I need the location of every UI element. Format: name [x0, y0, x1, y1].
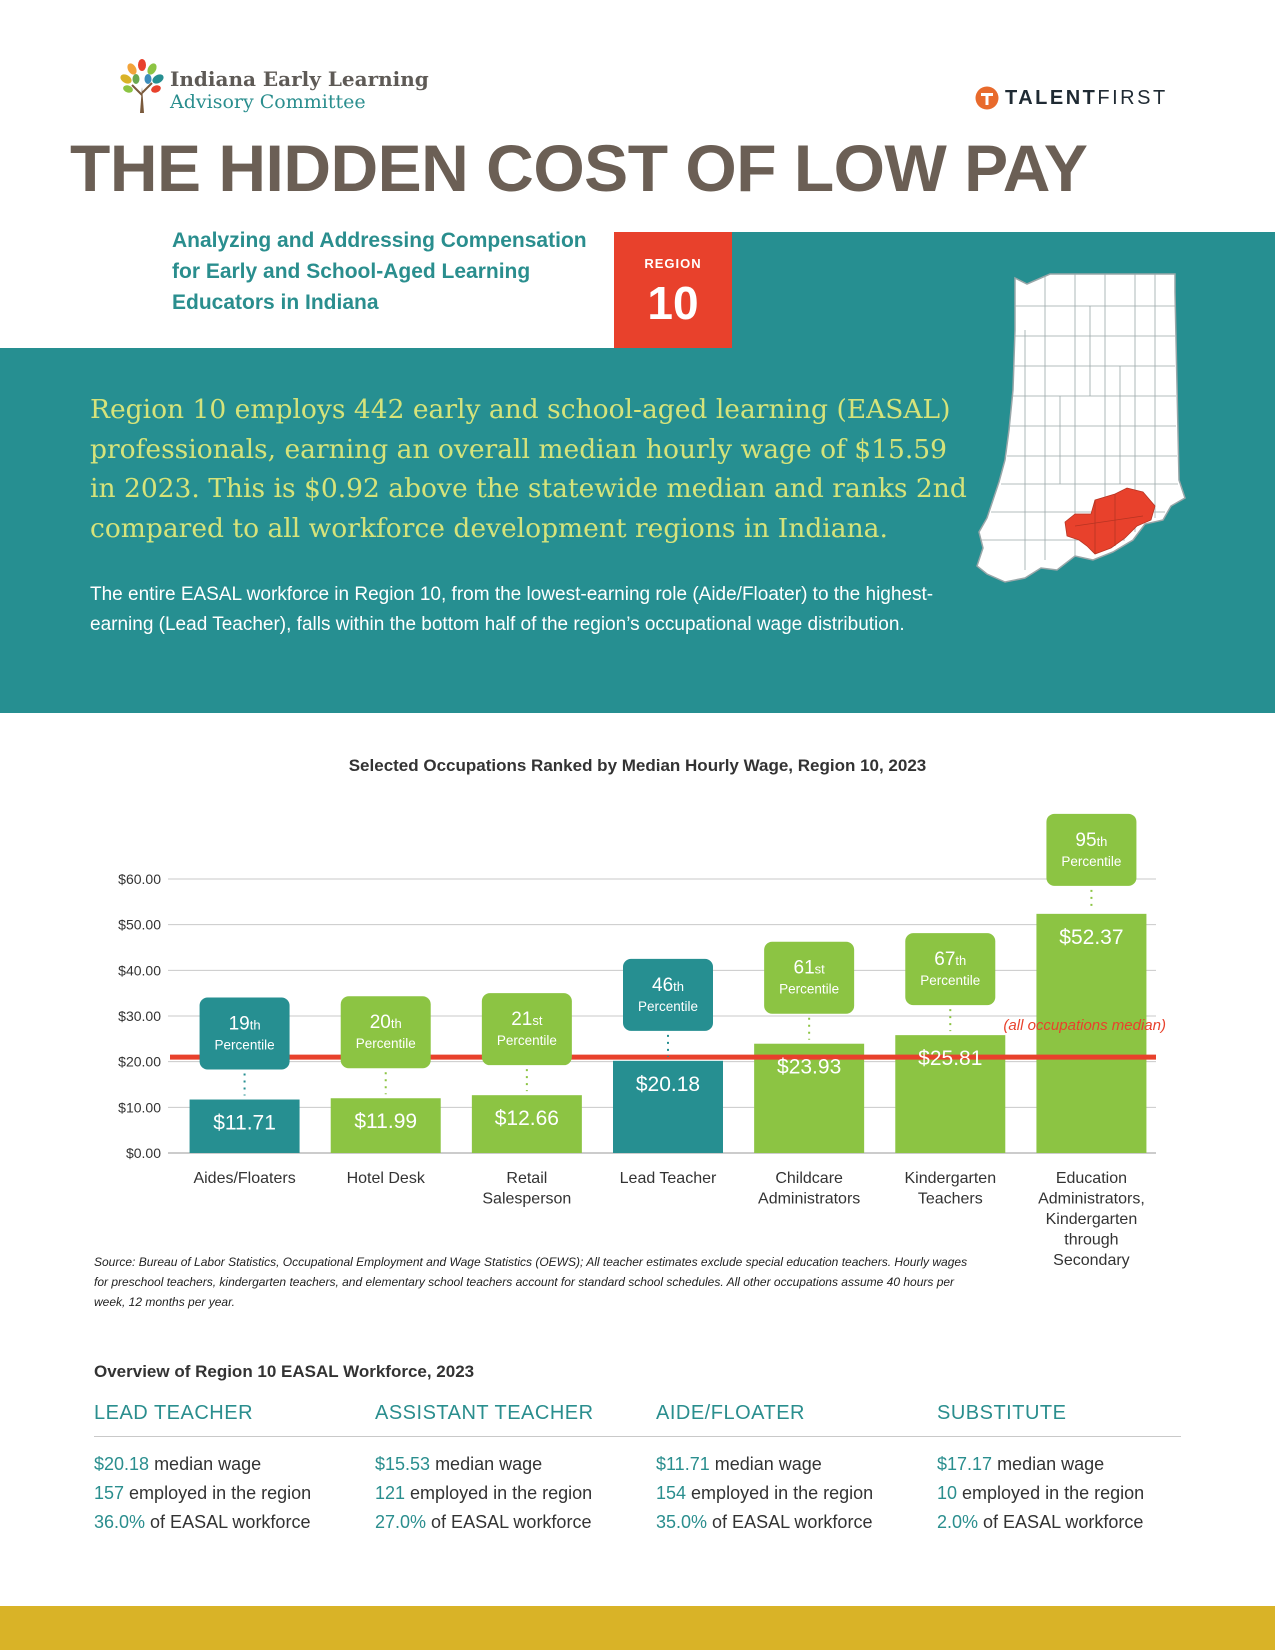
- y-tick-label: $50.00: [118, 916, 161, 933]
- bar-value-label: $11.99: [354, 1110, 418, 1134]
- overview-lead-teacher: [94, 1402, 364, 1541]
- tree-logo-icon: [118, 55, 166, 115]
- overview-substitute: [937, 1402, 1207, 1541]
- percentile-rank: [370, 1012, 402, 1033]
- percentile-rank: [511, 1009, 543, 1030]
- employed-text: employed in the region: [686, 1483, 874, 1503]
- percentile-rank: [229, 1014, 261, 1035]
- x-category-label: Aides/Floaters: [193, 1170, 296, 1187]
- subtitle-line: Analyzing and Addressing Compensation: [172, 229, 587, 252]
- overview-wage: [937, 1454, 1207, 1483]
- percentile-word: Percentile: [1061, 853, 1122, 869]
- bar-value-label: $20.18: [635, 1072, 701, 1096]
- org-name-line2: Advisory Committee: [170, 91, 366, 113]
- bar-value-label: $25.81: [918, 1047, 983, 1071]
- region-number: 10: [647, 277, 699, 329]
- wage-value: $15.53: [375, 1454, 431, 1474]
- employed-value: 157: [94, 1483, 125, 1503]
- share-value: 2.0%: [937, 1512, 979, 1532]
- share-value: 36.0%: [94, 1512, 146, 1532]
- percentile-suffix: th: [390, 1016, 402, 1032]
- bar-value-label: $52.37: [1059, 925, 1124, 949]
- percentile-word: Percentile: [637, 998, 699, 1014]
- wage-bar-chart: [0, 800, 1275, 1290]
- subtitle-line: Educators in Indiana: [172, 291, 379, 314]
- bar-value-label: $11.71: [213, 1111, 276, 1135]
- wage-text: median wage: [430, 1454, 543, 1474]
- overview-share: [937, 1512, 1207, 1541]
- overview-heading: ASSISTANT TEACHER: [375, 1402, 594, 1424]
- percentile-suffix: st: [814, 961, 825, 977]
- overview-wage: [656, 1454, 926, 1483]
- percentile-number: 21: [511, 1009, 533, 1031]
- wage-value: $11.71: [656, 1454, 710, 1474]
- source-note: Source: Bureau of Labor Statistics, Occupational Employment and Wage Statistics (OEWS); All teacher estimates exclude special education teachers. Hourly wages for preschool teachers, kindergarten teachers, and elementary school teachers account for standard school schedules. All other occupations assume 40 hours per week, 12 months per year.: [94, 1255, 968, 1309]
- percentile-suffix: th: [955, 953, 967, 969]
- talentfirst-logo: [975, 86, 1215, 112]
- overview-wage: [94, 1454, 364, 1483]
- y-tick-label: $0.00: [125, 1145, 161, 1161]
- percentile-number: 19: [228, 1013, 250, 1035]
- employed-text: employed in the region: [957, 1483, 1145, 1503]
- percentile-word: Percentile: [214, 1037, 275, 1053]
- overview-heading: AIDE/FLOATER: [656, 1402, 805, 1424]
- share-value: 27.0%: [375, 1512, 427, 1532]
- overview-share: [656, 1512, 926, 1541]
- region-badge: [614, 232, 732, 348]
- x-category-label: Lead Teacher: [619, 1170, 717, 1187]
- wage-text: median wage: [149, 1454, 262, 1474]
- x-category-label: Secondary: [1053, 1252, 1130, 1269]
- overview-employed: [656, 1483, 926, 1512]
- percentile-suffix: st: [532, 1013, 543, 1029]
- wage-value: $20.18: [94, 1454, 150, 1474]
- x-category-label: Administrators,: [1038, 1190, 1145, 1208]
- percentile-rank: [652, 975, 684, 996]
- overview-heading: SUBSTITUTE: [937, 1402, 1067, 1424]
- share-text: of EASAL workforce: [707, 1512, 873, 1532]
- iel-logo: [118, 55, 438, 115]
- employed-value: 121: [375, 1483, 406, 1503]
- percentile-suffix: th: [249, 1017, 261, 1033]
- percentile-number: 95: [1075, 829, 1097, 851]
- summary-intro: The entire EASAL workforce in Region 10, from the lowest-earning role (Aide/Floater) to the highest-earning (Lead Teacher), falls within the bottom half of the region’s occupational wage distribution.: [90, 584, 934, 635]
- chart-title: Selected Occupations Ranked by Median Hourly Wage, Region 10, 2023: [348, 756, 927, 775]
- employed-value: 10: [937, 1483, 958, 1503]
- org-name-line1: Indiana Early Learning: [170, 67, 429, 91]
- region-label: REGION: [644, 256, 702, 271]
- percentile-number: 46: [652, 974, 674, 996]
- percentile-word: Percentile: [779, 981, 840, 997]
- x-category-label: Teachers: [917, 1190, 983, 1208]
- percentile-suffix: th: [673, 978, 684, 994]
- percentile-word: Percentile: [355, 1036, 416, 1052]
- x-category-label: Childcare: [775, 1170, 843, 1187]
- overview-title: Overview of Region 10 EASAL Workforce, 2023: [94, 1362, 475, 1381]
- share-text: of EASAL workforce: [145, 1512, 311, 1532]
- percentile-word: Percentile: [920, 973, 981, 989]
- footer-bar: [0, 1606, 1275, 1650]
- percentile-number: 67: [934, 949, 956, 971]
- overview-employed: [375, 1483, 645, 1512]
- share-value: 35.0%: [656, 1512, 708, 1532]
- bar-value-label: $23.93: [777, 1055, 842, 1079]
- y-tick-label: $40.00: [118, 962, 161, 979]
- x-category-label: Kindergarten: [1045, 1211, 1138, 1228]
- wage-value: $17.17: [937, 1454, 993, 1474]
- page-title: THE HIDDEN COST OF LOW PAY: [70, 131, 1088, 205]
- y-tick-label: $20.00: [118, 1053, 161, 1070]
- summary-headline: Region 10 employs 442 early and school-aged learning (EASAL) professionals, earning an overall median hourly wage of $15.59 in 2023. This is $0.92 above the statewide median and ranks 2nd compared to all workforce development regions in Indiana.: [90, 394, 967, 544]
- brand-bold: TALENT: [1005, 87, 1098, 109]
- y-tick-label: $60.00: [118, 871, 161, 887]
- overview-employed: [937, 1483, 1207, 1512]
- overview-wage: [375, 1454, 645, 1483]
- percentile-suffix: th: [1096, 833, 1108, 849]
- indiana-region-map: [975, 270, 1190, 600]
- x-category-label: Administrators: [758, 1190, 861, 1208]
- brand-light: FIRST: [1097, 87, 1168, 109]
- share-text: of EASAL workforce: [426, 1512, 592, 1532]
- x-category-label: Education: [1055, 1170, 1128, 1187]
- overview-share: [94, 1512, 364, 1541]
- percentile-number: 61: [793, 957, 815, 979]
- x-category-label: Retail: [506, 1170, 548, 1187]
- overview-assistant-teacher: [375, 1402, 645, 1541]
- percentile-rank: [794, 958, 826, 979]
- x-category-label: Salesperson: [482, 1190, 572, 1208]
- x-category-label: Kindergarten: [904, 1170, 997, 1187]
- overview-heading: LEAD TEACHER: [94, 1402, 254, 1424]
- talentfirst-wordmark: [1005, 87, 1168, 110]
- x-category-label: through: [1064, 1231, 1119, 1249]
- median-line-label: (all occupations median): [1003, 1017, 1166, 1035]
- overview-share: [375, 1512, 645, 1541]
- wage-text: median wage: [992, 1454, 1105, 1474]
- subtitle-line: for Early and School-Aged Learning: [172, 260, 531, 283]
- percentile-rank: [1075, 830, 1107, 851]
- talentfirst-icon: [975, 86, 999, 110]
- employed-text: employed in the region: [124, 1483, 312, 1503]
- employed-value: 154: [656, 1483, 687, 1503]
- y-tick-label: $10.00: [118, 1099, 161, 1116]
- y-tick-label: $30.00: [118, 1008, 161, 1024]
- overview-aide-floater: [656, 1402, 926, 1541]
- percentile-number: 20: [369, 1012, 391, 1034]
- wage-text: median wage: [709, 1454, 822, 1474]
- employed-text: employed in the region: [405, 1483, 593, 1503]
- percentile-word: Percentile: [496, 1033, 557, 1049]
- page-subtitle: [172, 225, 592, 318]
- share-text: of EASAL workforce: [978, 1512, 1144, 1532]
- overview-employed: [94, 1483, 364, 1512]
- x-category-label: Hotel Desk: [346, 1170, 425, 1187]
- bar-value-label: $12.66: [494, 1107, 559, 1131]
- percentile-rank: [934, 949, 966, 970]
